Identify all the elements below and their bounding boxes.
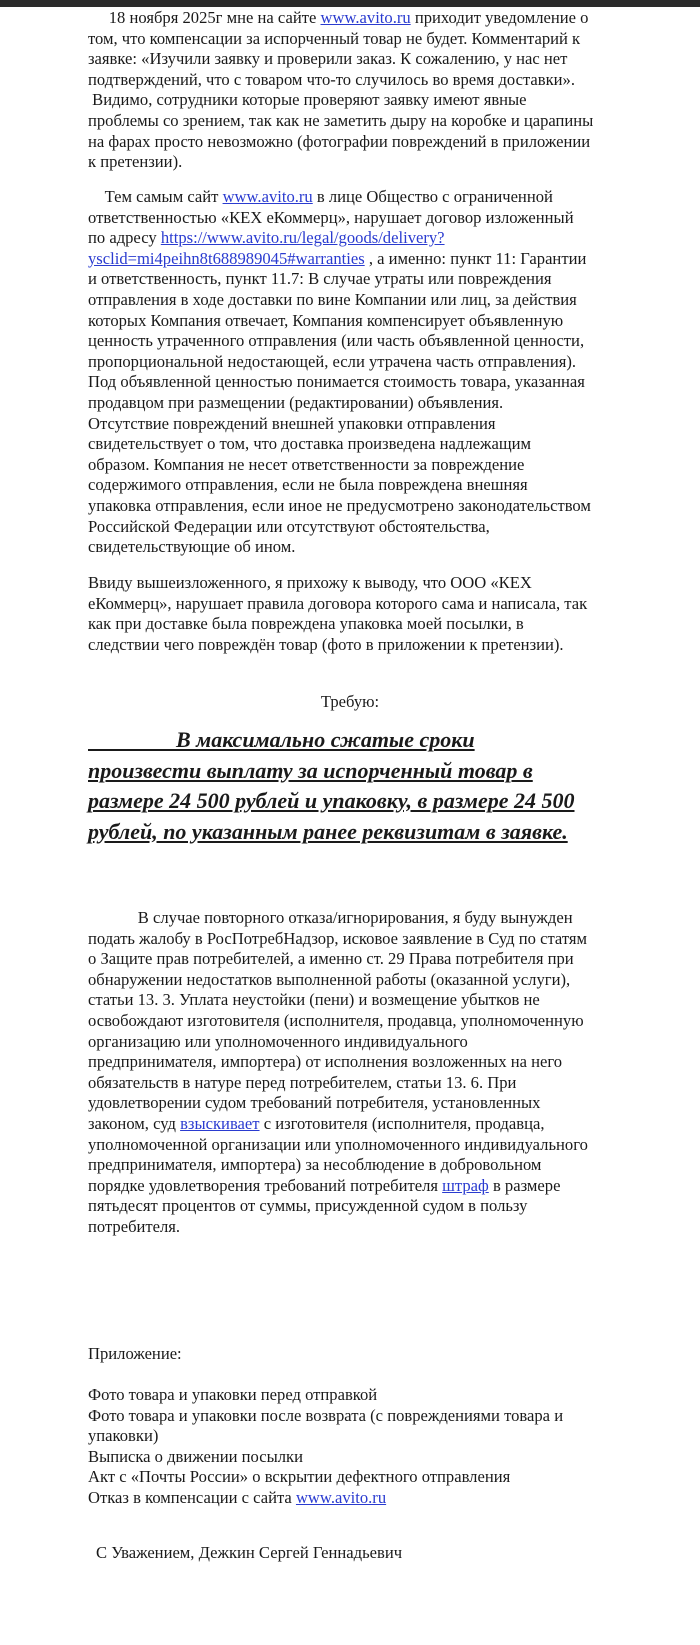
text-line: [88, 517, 688, 538]
text-line: [88, 614, 688, 635]
text-span: потребителя.: [88, 1216, 181, 1236]
text-line: [88, 537, 688, 558]
paragraph-contract-violation: [88, 187, 688, 558]
text-span: организацию или уполномоченного индивидуального: [88, 1031, 468, 1051]
text-line: [88, 1196, 688, 1217]
text-span: отправления в ходе доставки по вине Компании или лиц, за действия: [88, 289, 577, 309]
text-span: на фарах просто невозможно (фотографии повреждений в приложении: [88, 131, 591, 151]
text-span: порядке удовлетворения требований потребителя: [88, 1175, 443, 1195]
text-span: упаковки): [88, 1426, 159, 1446]
text-span: обязательств в натуре перед потребителем, статьи 13. 6. При: [88, 1072, 517, 1092]
text-line: [88, 152, 688, 173]
text-line: [88, 8, 688, 29]
hyperlink[interactable]: ysclid=mi4peihn8t688989045#warranties: [88, 248, 365, 268]
text-line: [88, 475, 688, 496]
text-line: [88, 594, 688, 615]
text-span: том, что компенсации за испорченный товар не будет. Комментарий к: [88, 28, 581, 48]
text-span: как при доставке была повреждена упаковка моей посылки, в: [88, 614, 524, 634]
text-line: [88, 970, 688, 991]
text-span: проблемы со зрением, так как не заметить дыру на коробке и царапины: [88, 110, 594, 130]
text-span: Видимо, сотрудники которые проверяют заявку имеют явные: [88, 90, 527, 110]
text-line: [88, 817, 688, 848]
text-span: подать жалобу в РосПотребНадзор, исковое заявление в Суд по статям: [88, 928, 588, 948]
text-line: [88, 725, 688, 756]
text-span: в лице Общество с ограниченной: [312, 187, 553, 206]
text-span: Под объявленной ценностью понимается стоимость товара, указанная: [88, 372, 585, 392]
text-span: обнаружении недостатков выполненной работы (оказанной услуги),: [88, 969, 571, 989]
text-line: [88, 1155, 688, 1176]
text-line: [88, 1032, 688, 1053]
demand-heading: Требую:: [320, 692, 380, 711]
text-line: [88, 1488, 688, 1509]
text-span: предпринимателя, импортера) от исполнения возложенных на него: [88, 1052, 563, 1072]
text-span: 18 ноября 2025г мне на сайте: [88, 8, 321, 27]
text-span: свидетельствующие об ином.: [88, 537, 296, 557]
text-span: размере 24 500 рублей и упаковку, в размере 24 500: [88, 788, 575, 813]
text-span: к претензии).: [88, 152, 183, 172]
text-span: удовлетворении судом требований потребителя, установленных: [88, 1093, 541, 1113]
text-span: свидетельствует о том, что доставка произведена надлежащим: [88, 434, 531, 454]
text-line: [88, 1447, 688, 1468]
text-line: [88, 455, 688, 476]
text-line: [88, 496, 688, 517]
paragraph-conclusion: [88, 573, 688, 655]
hyperlink[interactable]: www.avito.ru: [320, 8, 411, 27]
text-span: подтверждений, что с товаром что-то случилось во время доставки».: [88, 69, 576, 89]
text-line: [88, 372, 688, 393]
demand-text: [88, 725, 688, 847]
text-span: Отказ в компенсации с сайта: [88, 1487, 296, 1507]
text-line: [88, 90, 688, 111]
hyperlink[interactable]: взыскивает: [180, 1113, 260, 1133]
text-line: [88, 1073, 688, 1094]
text-line: [88, 1467, 688, 1488]
text-span: следствии чего повреждён товар (фото в приложении к претензии).: [88, 634, 564, 654]
text-span: заявке: «Изучили заявку и проверили заказ. К сожалению, у нас нет: [88, 49, 568, 69]
text-span: еКоммерц», нарушает правила договора которого сама и написала, так: [88, 593, 588, 613]
text-span: В случае повторного отказа/игнорирования, я буду вынужден: [88, 908, 573, 927]
text-span: Российской Федерации или отсутствуют обстоятельства,: [88, 516, 490, 536]
text-span: которых Компания отвечает, Компания компенсирует объявленную: [88, 310, 564, 330]
text-span: содержимого отправления, если не была повреждена внешняя: [88, 475, 528, 495]
hyperlink[interactable]: https://www.avito.ru/legal/goods/delivery?: [160, 228, 445, 248]
text-span: приходит уведомление о: [410, 8, 589, 27]
text-span: произвести выплату за испорченный товар в: [88, 757, 533, 783]
text-line: [88, 1052, 688, 1073]
text-line: [88, 29, 688, 50]
text-line: [88, 1217, 688, 1238]
text-line: [88, 1135, 688, 1156]
text-line: [88, 949, 688, 970]
text-line: [88, 1011, 688, 1032]
top-bar: [0, 0, 700, 7]
paragraph-legal-warning: [88, 908, 688, 1238]
text-span: освобождают изготовителя (исполнителя, продавца, уполномоченную: [88, 1010, 584, 1030]
text-line: [88, 990, 688, 1011]
text-span: статьи 13. 3. Уплата неустойки (пени) и возмещение убытков не: [88, 990, 540, 1010]
paragraph-notification: [88, 8, 688, 173]
text-span: Ввиду вышеизложенного, я прихожу к выводу, что ООО «КЕХ: [88, 573, 532, 592]
text-span: упаковка отправления, если иное не предусмотрено законодательством: [88, 495, 591, 515]
text-span: Отсутствие повреждений внешней упаковки отправления: [88, 413, 496, 433]
text-line: [88, 290, 688, 311]
text-line: [88, 1176, 688, 1197]
text-line: [88, 756, 688, 787]
attachments-heading: Приложение:: [88, 1344, 182, 1363]
text-line: [88, 1426, 688, 1447]
text-line: [88, 1093, 688, 1114]
text-span: Тем самым сайт: [88, 187, 223, 206]
text-line: [88, 908, 688, 929]
text-line: [88, 132, 688, 153]
text-line: [88, 331, 688, 352]
text-span: продавцом при размещении (редактировании) объявления.: [88, 392, 504, 412]
text-span: в размере: [488, 1175, 561, 1195]
text-span: Фото товара и упаковки перед отправкой: [88, 1385, 378, 1404]
text-span: Выписка о движении посылки: [88, 1446, 303, 1466]
text-span: Фото товара и упаковки после возврата (с повреждениями товара и: [88, 1405, 564, 1425]
text-span: и ответственность, пункт 11.7: В случае утраты или повреждения: [88, 269, 552, 289]
text-line: [88, 1114, 688, 1135]
text-span: с изготовителя (исполнителя, продавца,: [259, 1113, 545, 1133]
text-line: [88, 1406, 688, 1427]
hyperlink[interactable]: www.avito.ru: [222, 187, 313, 206]
text-span: ответственностью «КЕХ еКоммерц», нарушает договор изложенный: [88, 207, 574, 227]
text-span: , а именно: пункт 11: Гарантии: [364, 248, 587, 268]
text-span: В максимально сжатые сроки: [88, 727, 475, 752]
text-line: [88, 929, 688, 950]
text-line: [88, 786, 688, 817]
text-line: [88, 49, 688, 70]
text-line: [88, 111, 688, 132]
text-line: [88, 269, 688, 290]
attachments-list: [88, 1385, 688, 1509]
text-line: [88, 414, 688, 435]
text-span: уполномоченной организации или уполномоченного индивидуального: [88, 1134, 588, 1154]
hyperlink[interactable]: www.avito.ru: [295, 1487, 387, 1507]
text-span: по адресу: [88, 228, 161, 248]
text-span: пятьдесят процентов от суммы, присужденной судом в пользу: [88, 1196, 528, 1216]
text-line: [88, 1385, 688, 1406]
text-line: [88, 352, 688, 373]
text-span: ценность утраченного отправления (или часть объявленной ценности,: [88, 331, 585, 351]
text-line: [88, 208, 688, 229]
text-span: о Защите прав потребителей, а именно ст. 29 Права потребителя при: [88, 949, 574, 969]
text-line: [88, 70, 688, 91]
text-line: [88, 228, 688, 249]
text-line: [88, 187, 688, 208]
text-line: [88, 635, 688, 656]
text-line: [88, 573, 688, 594]
text-span: пропорциональной недостающей, если утрачена часть отправления).: [88, 351, 577, 371]
text-span: предпринимателя, импортера) за несоблюдение в добровольном: [88, 1155, 542, 1175]
text-line: [88, 311, 688, 332]
text-span: Акт с «Почты России» о вскрытии дефектного отправления: [88, 1467, 511, 1487]
text-line: [88, 393, 688, 414]
signature: С Уважением, Дежкин Сергей Геннадьевич: [96, 1543, 403, 1562]
text-span: рублей, по указанным ранее реквизитам в заявке.: [88, 818, 568, 844]
text-span: законом, суд: [88, 1113, 181, 1133]
hyperlink[interactable]: штраф: [442, 1175, 489, 1195]
text-line: [88, 434, 688, 455]
text-span: образом. Компания не несет ответственности за повреждение: [88, 454, 525, 474]
text-line: [88, 249, 688, 270]
